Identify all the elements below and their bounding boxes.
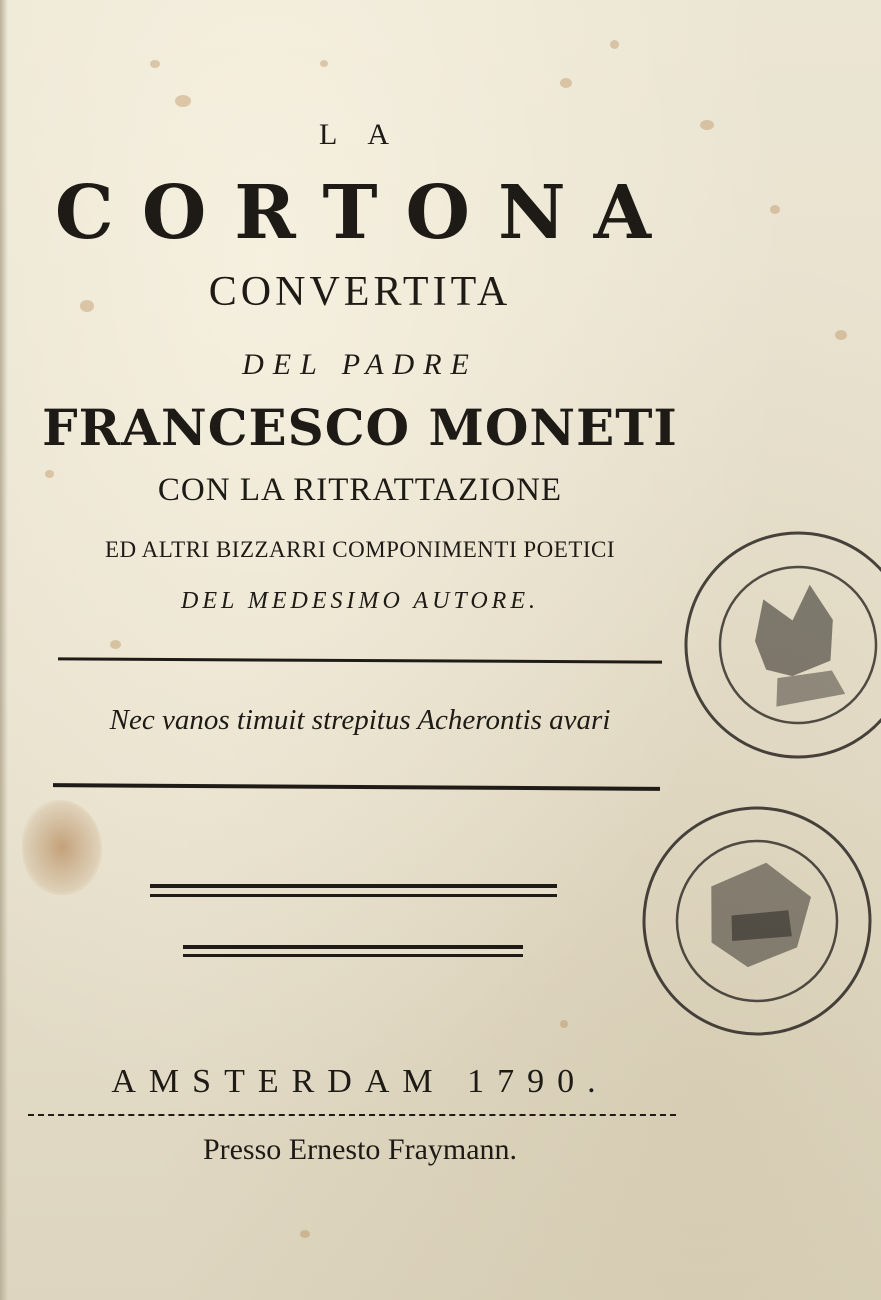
ornamental-rule xyxy=(150,884,557,897)
main-title: CORTONA xyxy=(54,170,680,256)
title-continuation: CONVERTITA xyxy=(208,269,512,315)
foxing-spot xyxy=(560,78,572,88)
foxing-spot xyxy=(300,1230,310,1238)
foxing-spot xyxy=(175,95,191,107)
library-stamp-icon xyxy=(662,509,881,780)
subtitle-line: DEL MEDESIMO AUTORE. xyxy=(181,588,539,614)
imprint-place-year: AMSTERDAM 1790. xyxy=(111,1063,609,1100)
library-stamp-icon xyxy=(617,781,881,1061)
foxing-spot xyxy=(835,330,847,340)
imprint-printer: Presso Ernesto Fraymann. xyxy=(202,1133,518,1166)
subtitle-line: CON LA RITRATTAZIONE xyxy=(157,472,563,508)
epigraph: Nec vanos timuit strepitus Acherontis avari xyxy=(109,704,611,736)
dashed-rule xyxy=(28,1114,676,1116)
foxing-spot xyxy=(770,205,780,214)
foxing-spot xyxy=(320,60,328,67)
author-prefix: DEL PADRE xyxy=(242,348,478,381)
foxing-spot xyxy=(610,40,619,49)
ornamental-rule xyxy=(183,945,523,957)
title-article: LA xyxy=(319,118,419,151)
foxing-spot xyxy=(150,60,160,68)
author-name: FRANCESCO MONETI xyxy=(42,398,678,457)
subtitle-line: ED ALTRI BIZZARRI COMPONIMENTI POETICI xyxy=(104,537,616,562)
foxing-spot xyxy=(110,640,121,649)
horizontal-rule xyxy=(58,657,662,663)
water-stain xyxy=(22,800,102,895)
horizontal-rule xyxy=(53,783,660,791)
foxing-spot xyxy=(560,1020,568,1028)
